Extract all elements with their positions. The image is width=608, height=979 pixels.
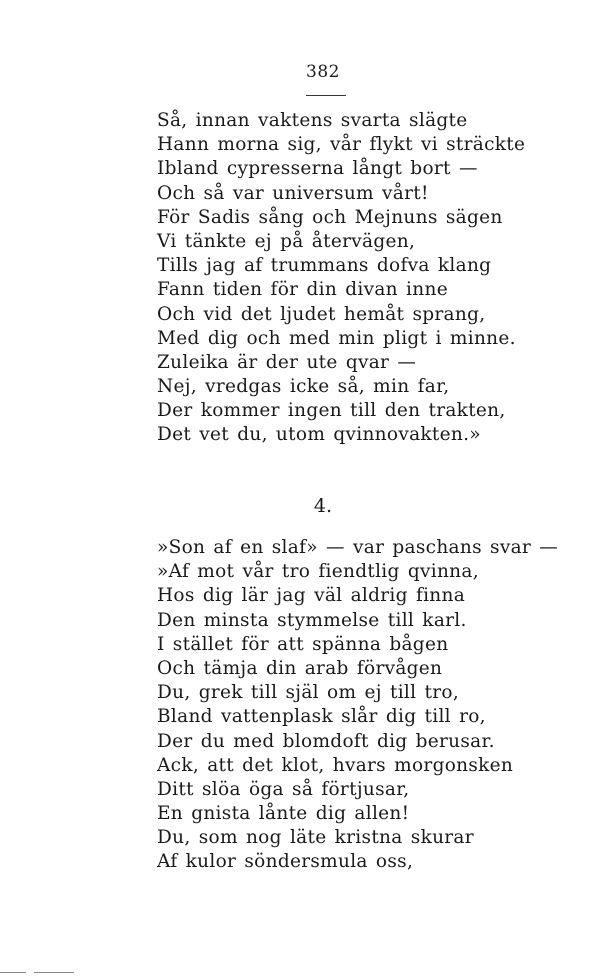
verse-line: Hos dig lär jag väl aldrig finna	[157, 585, 466, 607]
page-number: 382	[306, 62, 340, 82]
verse-line: Och vid det ljudet hemåt sprang,	[157, 303, 486, 325]
stanza-1	[157, 109, 525, 448]
verse-line: I stället för att spänna bågen	[157, 633, 449, 655]
verse-line: Vi tänkte ej på återvägen,	[157, 230, 416, 252]
verse-line: Fann tiden för din divan inne	[157, 279, 448, 301]
verse-line: Hann morna sig, vår flykt vi sträckte	[157, 134, 526, 156]
verse-line: Zuleika är der ute qvar —	[157, 351, 417, 373]
verse-line: Af kulor söndersmula oss,	[157, 851, 414, 873]
verse-line: »Son af en slaf» — var paschans svar —	[157, 537, 559, 558]
verse-line: Ibland cypresserna långt bort —	[157, 158, 478, 180]
verse-line: Så, innan vaktens svarta slägte	[157, 110, 468, 131]
verse-line: Med dig och med min pligt i minne.	[157, 327, 516, 349]
verse-line: Och så var universum vårt!	[157, 182, 429, 204]
verse-line: Tills jag af trummans dofva klang	[157, 255, 492, 277]
stanza-2	[157, 536, 558, 875]
verse-line: Der du med blomdoft dig berusar.	[157, 730, 495, 752]
page-number-underline	[306, 95, 346, 96]
verse-line: För Sadis sång och Mejnuns sägen	[157, 206, 503, 228]
verse-line: Det vet du, utom qvinnovakten.»	[157, 424, 481, 446]
verse-line: En gnista lånte dig allen!	[157, 803, 410, 825]
verse-line: Och tämja din arab förvågen	[157, 657, 443, 679]
section-number: 4.	[313, 495, 333, 517]
verse-line: Der kommer ingen till den trakten,	[157, 400, 506, 422]
verse-line: Ack, att det klot, hvars morgonsken	[157, 754, 514, 776]
verse-line: Ditt slöa öga så förtjusar,	[157, 778, 410, 800]
verse-line: »Af mot vår tro fiendtlig qvinna,	[157, 561, 479, 583]
verse-line: Nej, vredgas icke så, min far,	[157, 376, 450, 398]
verse-line: Du, grek till själ om ej till tro,	[157, 682, 460, 704]
scan-edge-mark-left	[0, 972, 26, 973]
verse-line: Den minsta stymmelse till karl.	[157, 609, 467, 631]
verse-line: Du, som nog läte kristna skurar	[157, 827, 474, 849]
verse-line: Bland vattenplask slår dig till ro,	[157, 706, 486, 728]
scan-edge-mark-left-2	[34, 972, 74, 973]
